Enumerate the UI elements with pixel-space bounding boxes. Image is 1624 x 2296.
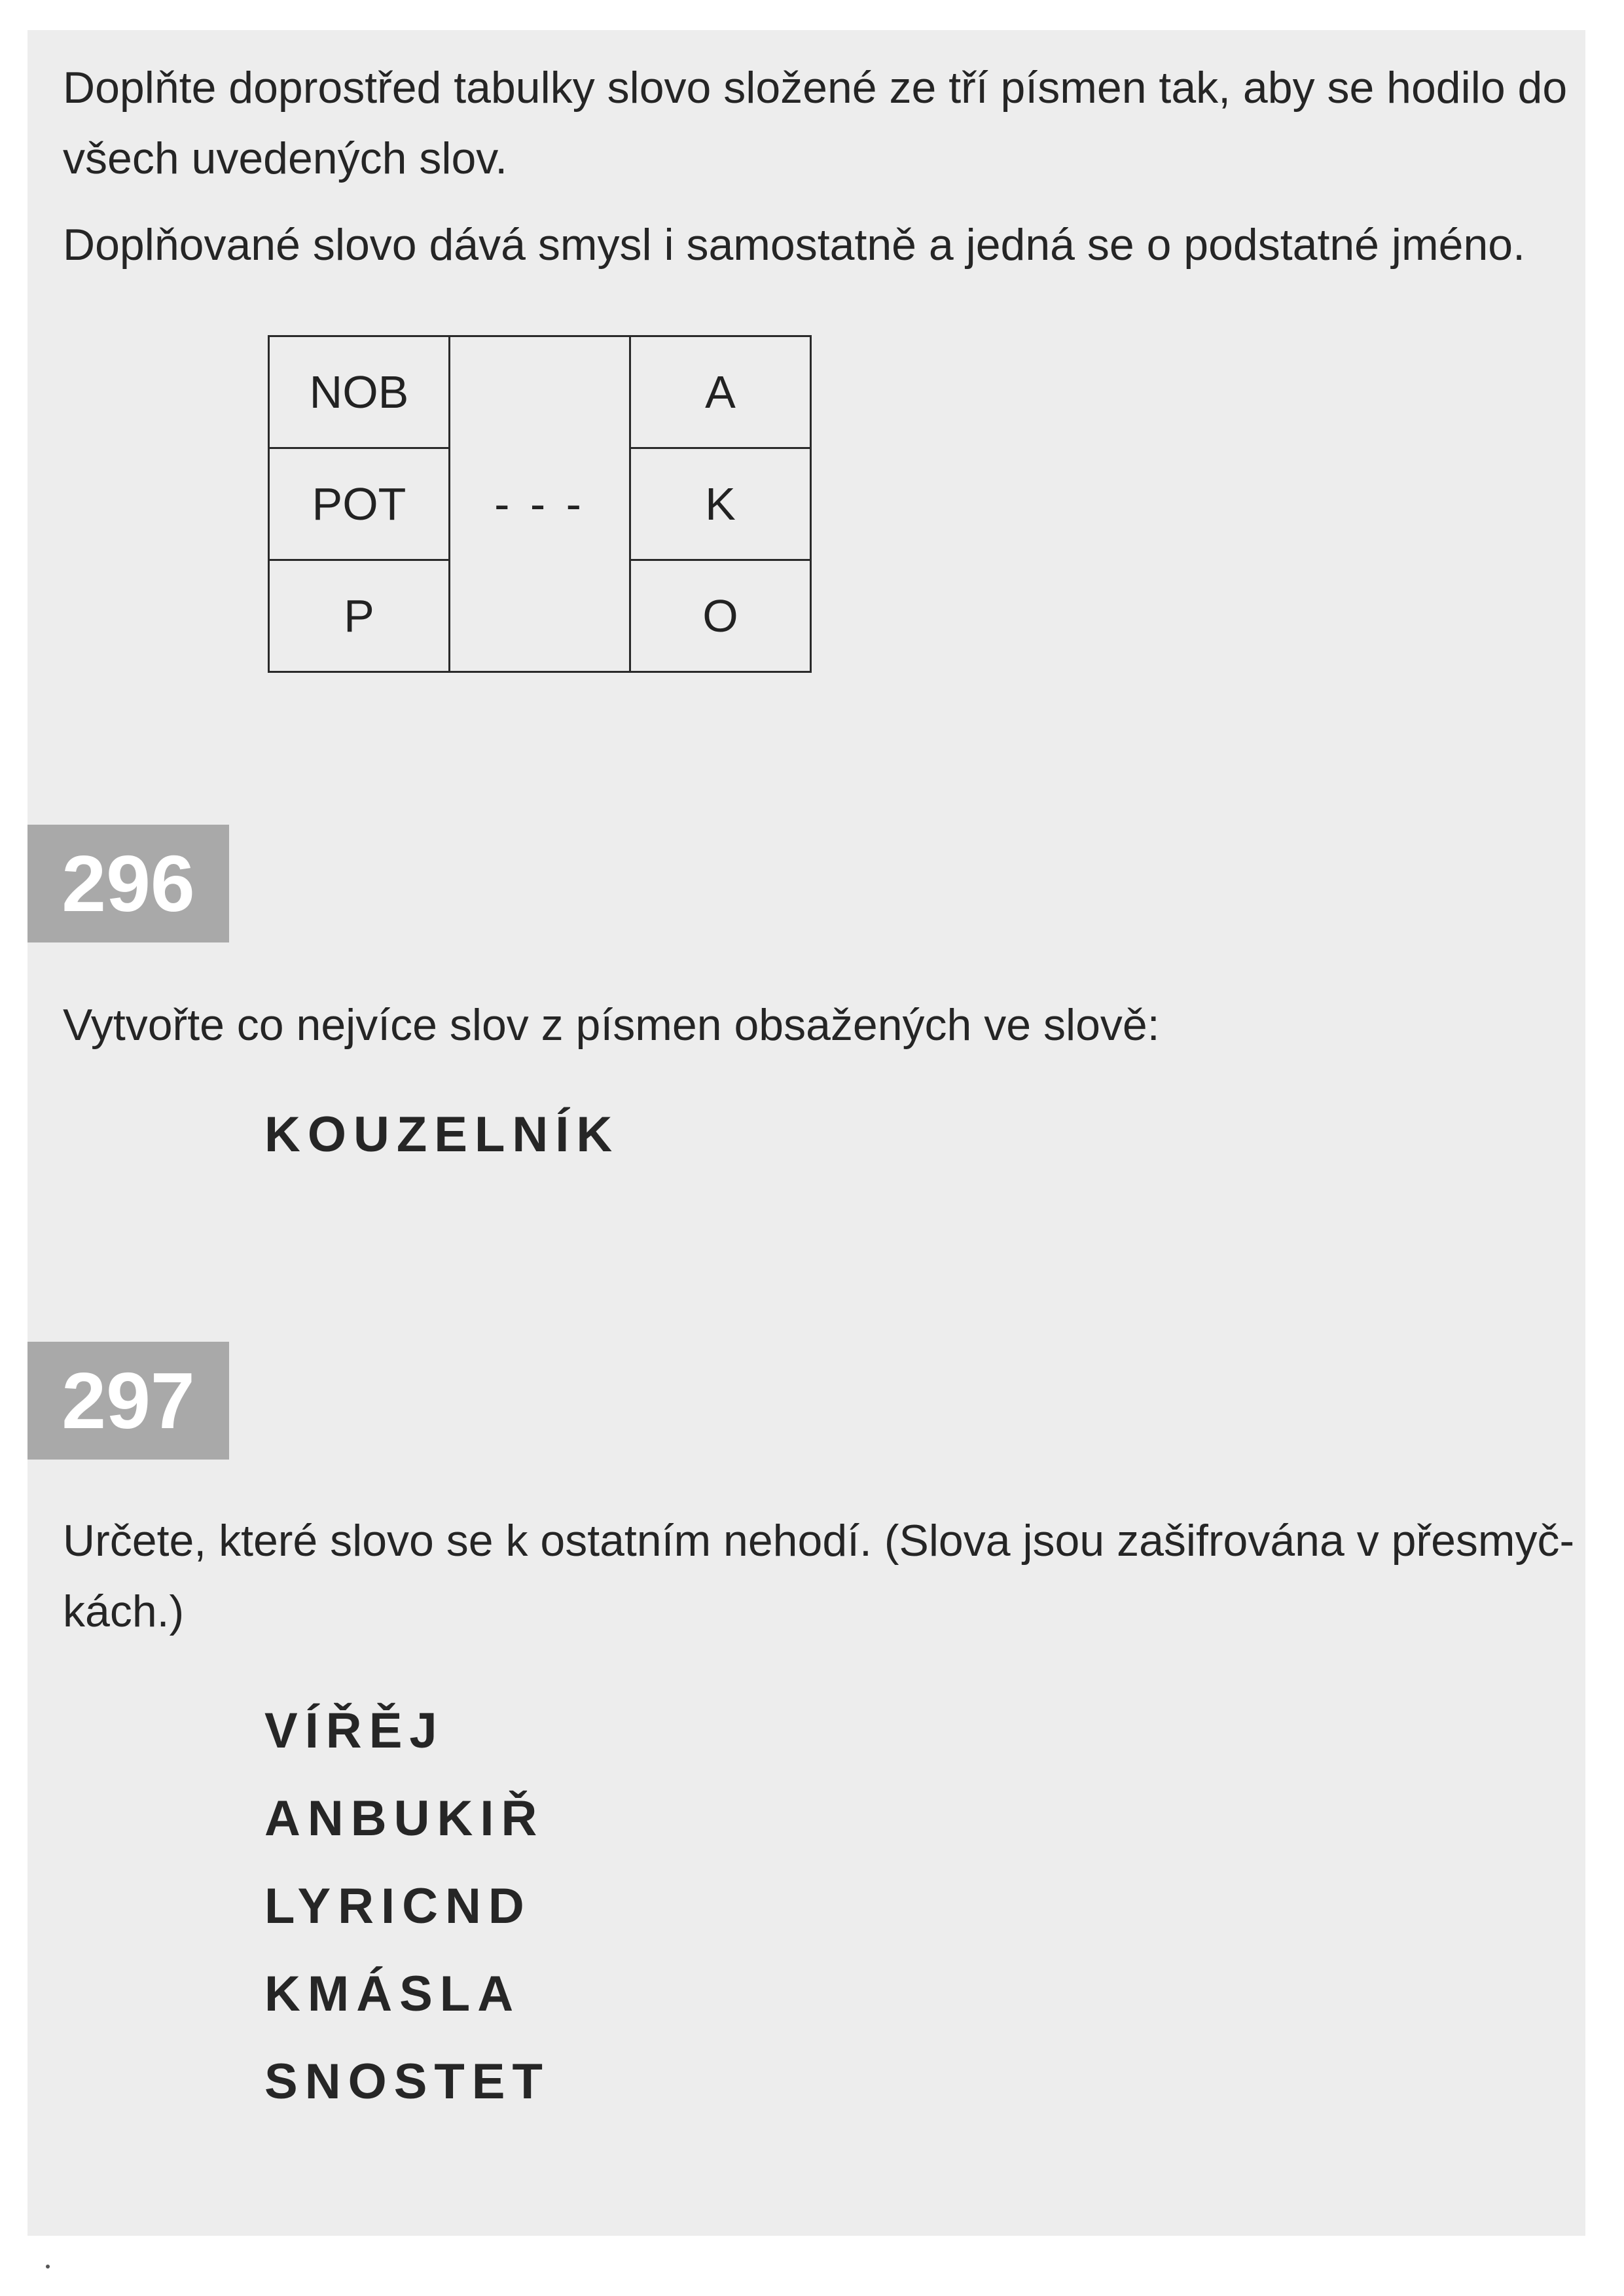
anagram-list (264, 1687, 550, 2126)
instruction-line: Doplňte doprostřed tabulky slovo složené ze tří písmen tak, aby se hodilo do (63, 63, 1568, 113)
grid-cell-left: NOB (269, 336, 450, 448)
grid-cell-right: K (630, 448, 811, 560)
anagram-word: KMÁSLA (264, 1966, 521, 2022)
grid-cell-middle: - - - (450, 336, 630, 672)
task-number-badge: 296 (27, 825, 229, 942)
source-word: KOUZELNÍK (264, 1107, 620, 1162)
task-number-badge: 297 (27, 1342, 229, 1460)
instruction-line: kách.) (63, 1587, 185, 1636)
anagram-word: LYRICND (264, 1878, 532, 1934)
grid-cell-left: P (269, 560, 450, 672)
grid-cell-right: A (630, 336, 811, 448)
task-295-instruction (63, 52, 1581, 194)
scan-speck (46, 2265, 50, 2269)
task-297-instruction (63, 1505, 1581, 1647)
grid-cell-right: O (630, 560, 811, 672)
anagram-word: VÍŘĚJ (264, 1703, 444, 1759)
word-grid (268, 335, 812, 673)
task-296-instruction: Vytvořte co nejvíce slov z písmen obsažených ve slově: (63, 1000, 1160, 1050)
grid-cell-left: POT (269, 448, 450, 560)
instruction-line: Určete, které slovo se k ostatním nehodí. (Slova jsou zašifrována v přesmyč- (63, 1516, 1575, 1566)
grid-row (269, 336, 811, 448)
anagram-word: ANBUKIŘ (264, 1791, 545, 1846)
task-295-note: Doplňované slovo dává smysl i samostatně a jedná se o podstatné jméno. (63, 220, 1525, 270)
anagram-word: SNOSTET (264, 2054, 550, 2109)
instruction-line: všech uvedených slov. (63, 134, 508, 183)
